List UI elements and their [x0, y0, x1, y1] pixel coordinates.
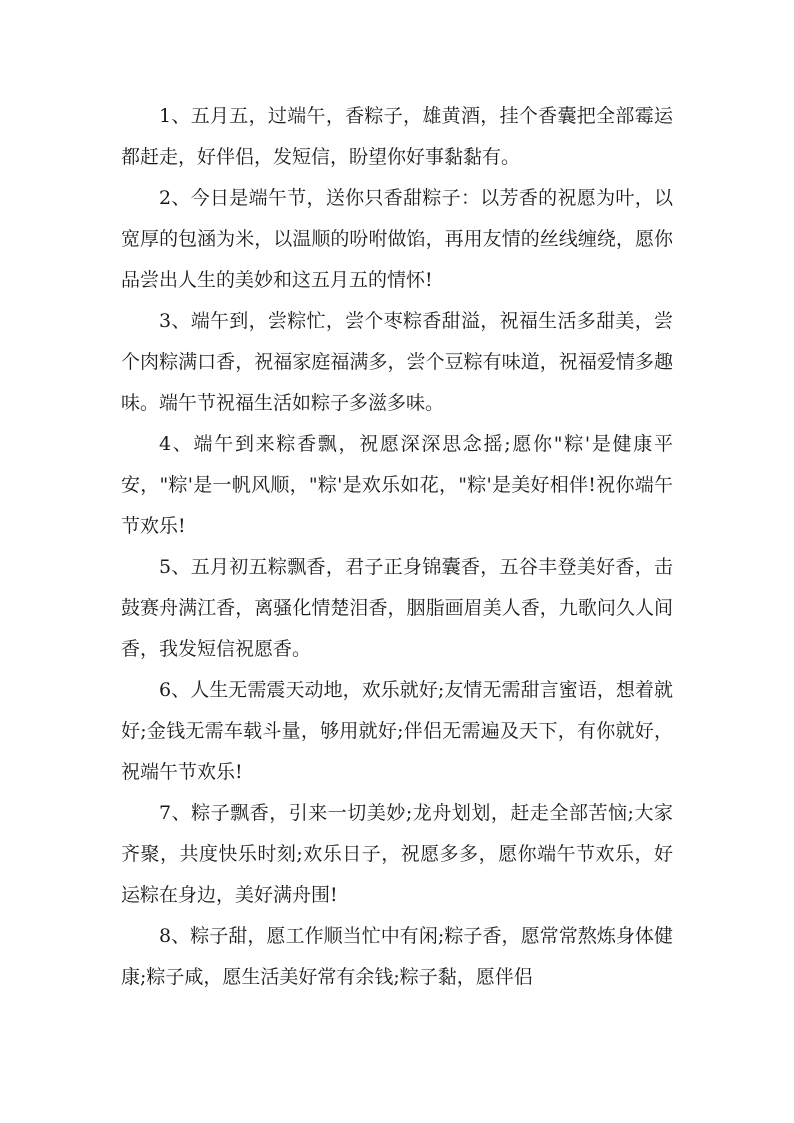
document-body	[121, 96, 673, 998]
paragraph-4: 4、端午到来粽香飘，祝愿深深思念摇;愿你"粽'是健康平安，"粽'是一帆风顺，"粽'是欢乐如花，"粽'是美好相伴!祝你端午节欢乐!	[121, 433, 673, 537]
paragraph-1: 1、五月五，过端午，香粽子，雄黄酒，挂个香囊把全部霉运都赶走，好伴侣，发短信，盼望你好事黏黏有。	[121, 105, 673, 168]
paragraph-2: 2、今日是端午节，送你只香甜粽子：以芳香的祝愿为叶，以宽厚的包涵为米，以温顺的吩咐做馅，再用友情的丝线缠绕，愿你品尝出人生的美妙和这五月五的情怀!	[121, 187, 673, 291]
paragraph-7: 7、粽子飘香，引来一切美妙;龙舟划划，赶走全部苦恼;大家齐聚，共度快乐时刻;欢乐日子，祝愿多多，愿你端午节欢乐，好运粽在身边，美好满舟围!	[121, 802, 673, 906]
paragraph-6: 6、人生无需震天动地，欢乐就好;友情无需甜言蜜语，想着就好;金钱无需车载斗量，够用就好;伴侣无需遍及天下，有你就好，祝端午节欢乐!	[121, 679, 673, 783]
paragraph-5: 5、五月初五粽飘香，君子正身锦囊香，五谷丰登美好香，击鼓赛舟满江香，离骚化情楚泪香，胭脂画眉美人香，九歌问久人间香，我发短信祝愿香。	[121, 556, 673, 660]
paragraph-3: 3、端午到，尝粽忙，尝个枣粽香甜溢，祝福生活多甜美，尝个肉粽满口香，祝福家庭福满多，尝个豆粽有味道，祝福爱情多趣味。端午节祝福生活如粽子多滋多味。	[121, 310, 673, 414]
paragraph-8: 8、粽子甜，愿工作顺当忙中有闲;粽子香，愿常常熬炼身体健康;粽子咸，愿生活美好常有余钱;粽子黏，愿伴侣	[121, 925, 673, 988]
